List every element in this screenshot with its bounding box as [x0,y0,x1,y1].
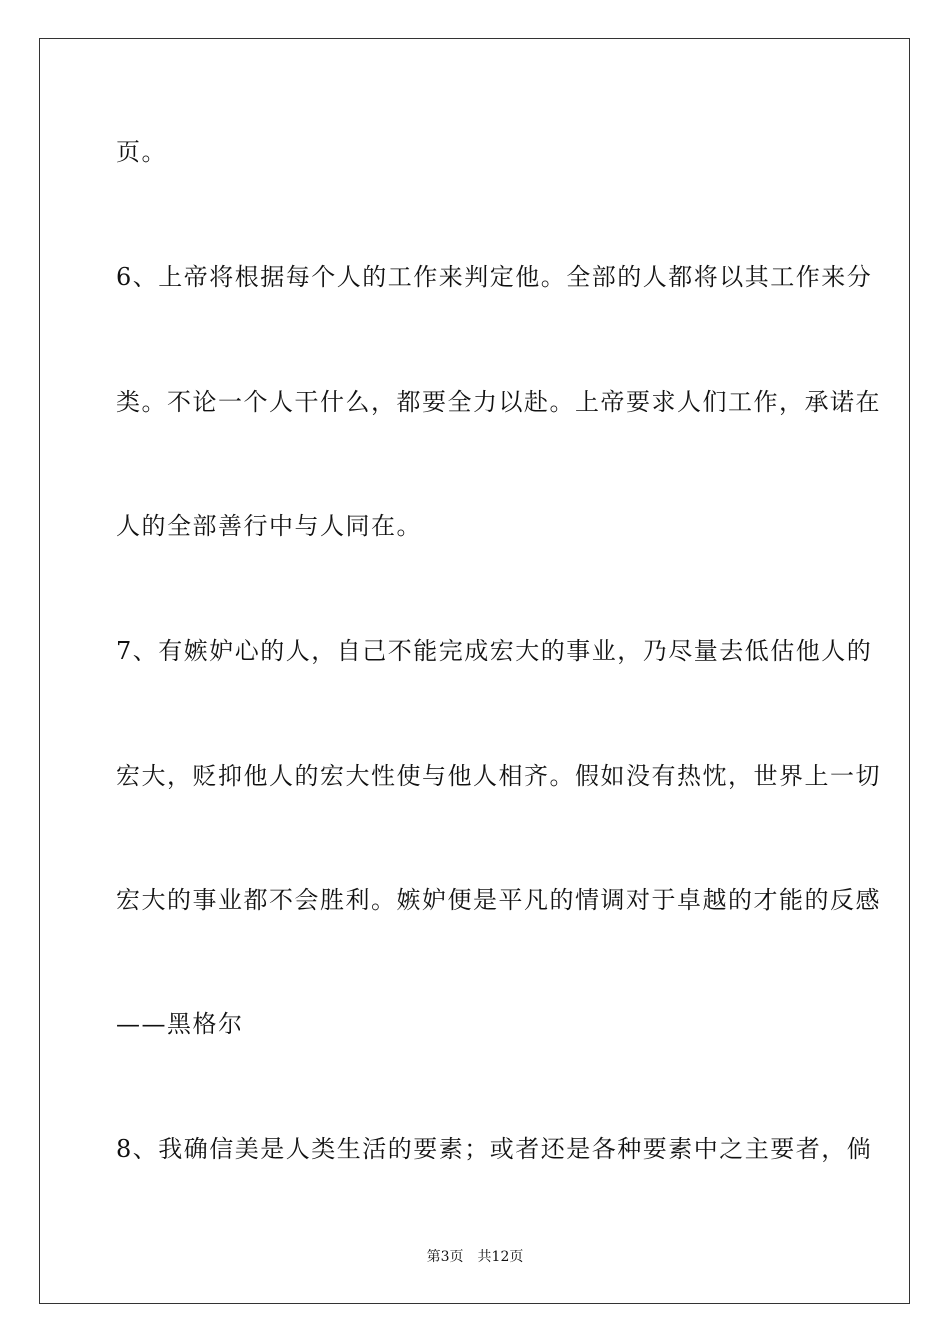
page-footer [0,1247,950,1267]
text-line-7: 宏大的事业都不会胜利。嫉妒便是平凡的情调对于卓越的才能的反感 [116,886,881,914]
page-total: 共12页 [477,1249,524,1265]
text-line-4: 人的全部善行中与人同在。 [116,512,422,540]
text-line-9: 8、我确信美是人类生活的要素；或者还是各种要素中之主要者，倘 [116,1135,873,1163]
page-border [39,38,910,1304]
page-number: 第3页 [426,1249,464,1265]
text-line-2: 6、上帝将根据每个人的工作来判定他。全部的人都将以其工作来分 [116,263,873,291]
text-line-5: 7、有嫉妒心的人，自己不能完成宏大的事业，乃尽量去低估他人的 [116,637,873,665]
text-line-6: 宏大，贬抑他人的宏大性使与他人相齐。假如没有热忱，世界上一切 [116,762,881,790]
text-line-8: ——黑格尔 [116,1010,244,1038]
text-line-1: 页。 [116,138,167,166]
text-line-3: 类。不论一个人干什么，都要全力以赴。上帝要求人们工作，承诺在 [116,388,881,416]
